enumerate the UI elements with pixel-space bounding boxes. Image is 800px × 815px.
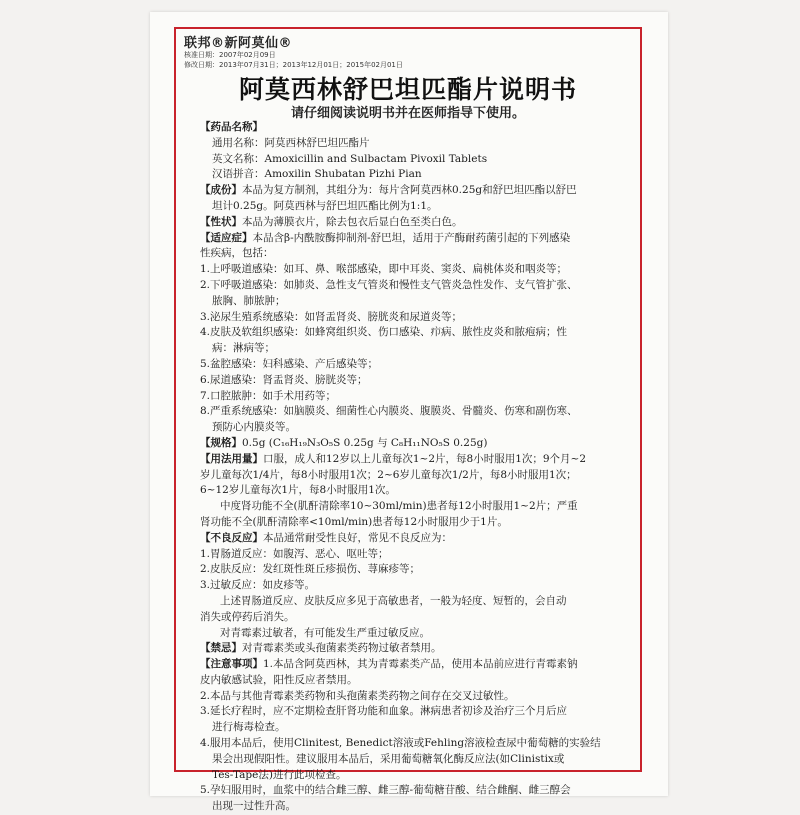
line-text: 上述胃肠道反应、皮肤反应多见于高敏患者，一般为轻度、短暂的，会自动	[220, 594, 567, 607]
line-text: 3.泌尿生殖系统感染：如肾盂肾炎、膀胱炎和尿道炎等；	[200, 310, 463, 323]
line-text: 7.口腔脓肿：如手术用药等；	[200, 389, 337, 402]
line-text: 皮内敏感试验，阳性反应者禁用。	[200, 673, 358, 686]
section-heading: 【 不良反应 】	[200, 532, 263, 544]
line-text: 口服，成人和12岁以上儿童每次1~2片，每8小时服用1次；9个月~2	[263, 452, 587, 465]
text-line	[200, 357, 632, 373]
text-line	[200, 120, 632, 136]
text-line	[200, 720, 632, 736]
line-text: 消失或停药后消失。	[200, 610, 295, 623]
text-line	[200, 389, 632, 405]
line-text: 英文名称：Amoxicillin and Sulbactam Pivoxil Tablets	[212, 152, 488, 165]
line-text: 1.胃肠道反应：如腹泻、恶心、呕吐等；	[200, 547, 389, 560]
section-heading: 【 规格 】	[200, 437, 242, 449]
text-line	[200, 246, 632, 262]
text-line	[200, 704, 632, 720]
line-text: Tes-Tape法)进行此项检查。	[212, 768, 347, 781]
section-heading: 【 禁忌 】	[200, 642, 242, 654]
line-text: 2.皮肤反应：发红斑性斑丘疹损伤、荨麻疹等；	[200, 563, 421, 576]
text-line	[200, 562, 632, 578]
line-text: 进行梅毒检查。	[212, 721, 286, 734]
text-line	[200, 278, 632, 294]
line-text: 中度肾功能不全(肌酐清除率10~30ml/min)患者每12小时服用1~2片；严重	[220, 500, 578, 513]
text-line	[200, 499, 632, 515]
revision-date: 修改日期：2013年07月31日；2013年12月01日；2015年02月01日	[184, 61, 403, 69]
text-line	[200, 641, 632, 657]
line-text: 3.过敏反应：如皮疹等。	[200, 579, 316, 592]
text-line	[200, 373, 632, 389]
line-text: 2.下呼吸道感染：如肺炎、急性支气管炎和慢性支气管炎急性发作、支气管扩张、	[200, 278, 578, 291]
line-text: 6.尿道感染：肾盂肾炎、膀胱炎等；	[200, 373, 368, 386]
line-text: 3.延长疗程时，应不定期检查肝肾功能和血象。淋病患者初诊及治疗三个月后应	[200, 705, 568, 718]
line-text: 5.孕妇服用时，血浆中的结合雌三醇、雌三醇-葡萄糖苷酸、结合雌酮、雌三醇会	[200, 784, 571, 797]
line-text: 2.本品与其他青霉素类药物和头孢菌素类药物之间存在交叉过敏性。	[200, 689, 515, 702]
text-line	[200, 515, 632, 531]
line-text: 对青霉素类或头孢菌素类药物过敏者禁用。	[242, 642, 442, 655]
section-heading: 【 用法用量 】	[200, 453, 263, 465]
section-heading: 【 注意事项 】	[200, 658, 263, 670]
line-text: 本品通常耐受性良好，常见不良反应为：	[263, 531, 452, 544]
text-line	[200, 294, 632, 310]
text-line	[200, 578, 632, 594]
text-line	[200, 752, 632, 768]
text-line	[200, 673, 632, 689]
text-line	[200, 689, 632, 705]
line-text: 肾功能不全(肌酐清除率<10ml/min)患者每12小时服用少于1片。	[200, 515, 508, 528]
text-line	[200, 136, 632, 152]
text-line	[200, 341, 632, 357]
section-heading: 【 适应症 】	[200, 232, 253, 244]
brand-name: 联邦®新阿莫仙®	[184, 36, 293, 51]
line-text: 4.服用本品后，使用Clinitest, Benedict溶液或Fehling溶液检查尿中葡萄糖的实验结	[200, 737, 601, 750]
text-line	[200, 736, 632, 752]
text-line	[200, 310, 632, 326]
text-line	[200, 404, 632, 420]
text-line	[200, 199, 632, 215]
text-line	[200, 420, 632, 436]
leaflet-body	[200, 120, 632, 815]
line-text: 1.上呼吸道感染：如耳、鼻、喉部感染，即中耳炎、窦炎、扁桃体炎和咽炎等；	[200, 263, 568, 276]
line-text: 0.5g (C₁₆H₁₉N₃O₅S 0.25g 与 C₈H₁₁NO₅S 0.25g)	[242, 436, 488, 449]
section-heading: 【 性状 】	[200, 216, 242, 228]
text-line	[200, 594, 632, 610]
text-line	[200, 799, 632, 815]
line-text: 4.皮肤及软组织感染：如蜂窝组织炎、伤口感染、疖病、脓性皮炎和脓疱病；性	[200, 326, 568, 339]
line-text: 本品为复方制剂，其组分为：每片含阿莫西林0.25g和舒巴坦匹酯以舒巴	[242, 184, 577, 197]
line-text: 对青霉素过敏者，有可能发生严重过敏反应。	[220, 626, 430, 639]
text-line	[200, 783, 632, 799]
page-title: 阿莫西林舒巴坦匹酯片说明书	[238, 75, 577, 104]
text-line	[200, 167, 632, 183]
text-line	[200, 547, 632, 563]
text-line	[200, 452, 632, 468]
line-text: 出现一过性升高。	[212, 800, 296, 813]
line-text: 5.盆腔感染：妇科感染、产后感染等；	[200, 357, 379, 370]
text-line	[200, 531, 632, 547]
line-text: 1.本品含阿莫西林，其为青霉素类产品，使用本品前应进行青霉素钠	[263, 658, 578, 671]
line-text: 病：淋病等；	[212, 342, 275, 355]
line-text: 脓胸、肺脓肿；	[212, 294, 286, 307]
line-text: 性疾病，包括：	[200, 247, 274, 260]
text-line	[200, 468, 632, 484]
section-heading: 【 药品名称 】	[200, 121, 263, 133]
line-text: 岁儿童每次1/4片，每8小时服用1次；2~6岁儿童每次1/2片，每8小时服用1次；	[200, 468, 577, 481]
text-line	[200, 626, 632, 642]
text-line	[200, 483, 632, 499]
text-line	[200, 183, 632, 199]
line-text: 果会出现假阳性。建议服用本品后，采用葡萄糖氧化酶反应法(如Clinistix或	[212, 752, 565, 765]
page-subtitle: 请仔细阅读说明书并在医师指导下使用。	[290, 106, 525, 121]
text-line	[200, 436, 632, 452]
line-text: 坦计0.25g。阿莫西林与舒巴坦匹酯比例为1:1。	[212, 199, 438, 212]
text-line	[200, 215, 632, 231]
text-line	[200, 657, 632, 673]
line-text: 预防心内膜炎等。	[212, 421, 296, 434]
text-line	[200, 152, 632, 168]
line-text: 汉语拼音：Amoxilin Shubatan Pizhi Pian	[212, 168, 422, 181]
text-line	[200, 325, 632, 341]
line-text: 6~12岁儿童每次1片，每8小时服用1次。	[200, 484, 396, 497]
text-line	[200, 231, 632, 247]
line-text: 8.严重系统感染：如脑膜炎、细菌性心内膜炎、腹膜炎、骨髓炎、伤寒和副伤寒、	[200, 405, 578, 418]
line-text: 本品为薄膜衣片，除去包衣后显白色至类白色。	[242, 215, 463, 228]
text-line	[200, 262, 632, 278]
section-heading: 【 成份 】	[200, 184, 242, 196]
approval-date: 核准日期：2007年02月09日	[184, 51, 276, 59]
line-text: 通用名称：阿莫西林舒巴坦匹酯片	[212, 136, 370, 149]
line-text: 本品含β-内酰胺酶抑制剂-舒巴坦，适用于产酶耐药菌引起的下列感染	[252, 231, 571, 244]
text-line	[200, 610, 632, 626]
text-line	[200, 768, 632, 784]
